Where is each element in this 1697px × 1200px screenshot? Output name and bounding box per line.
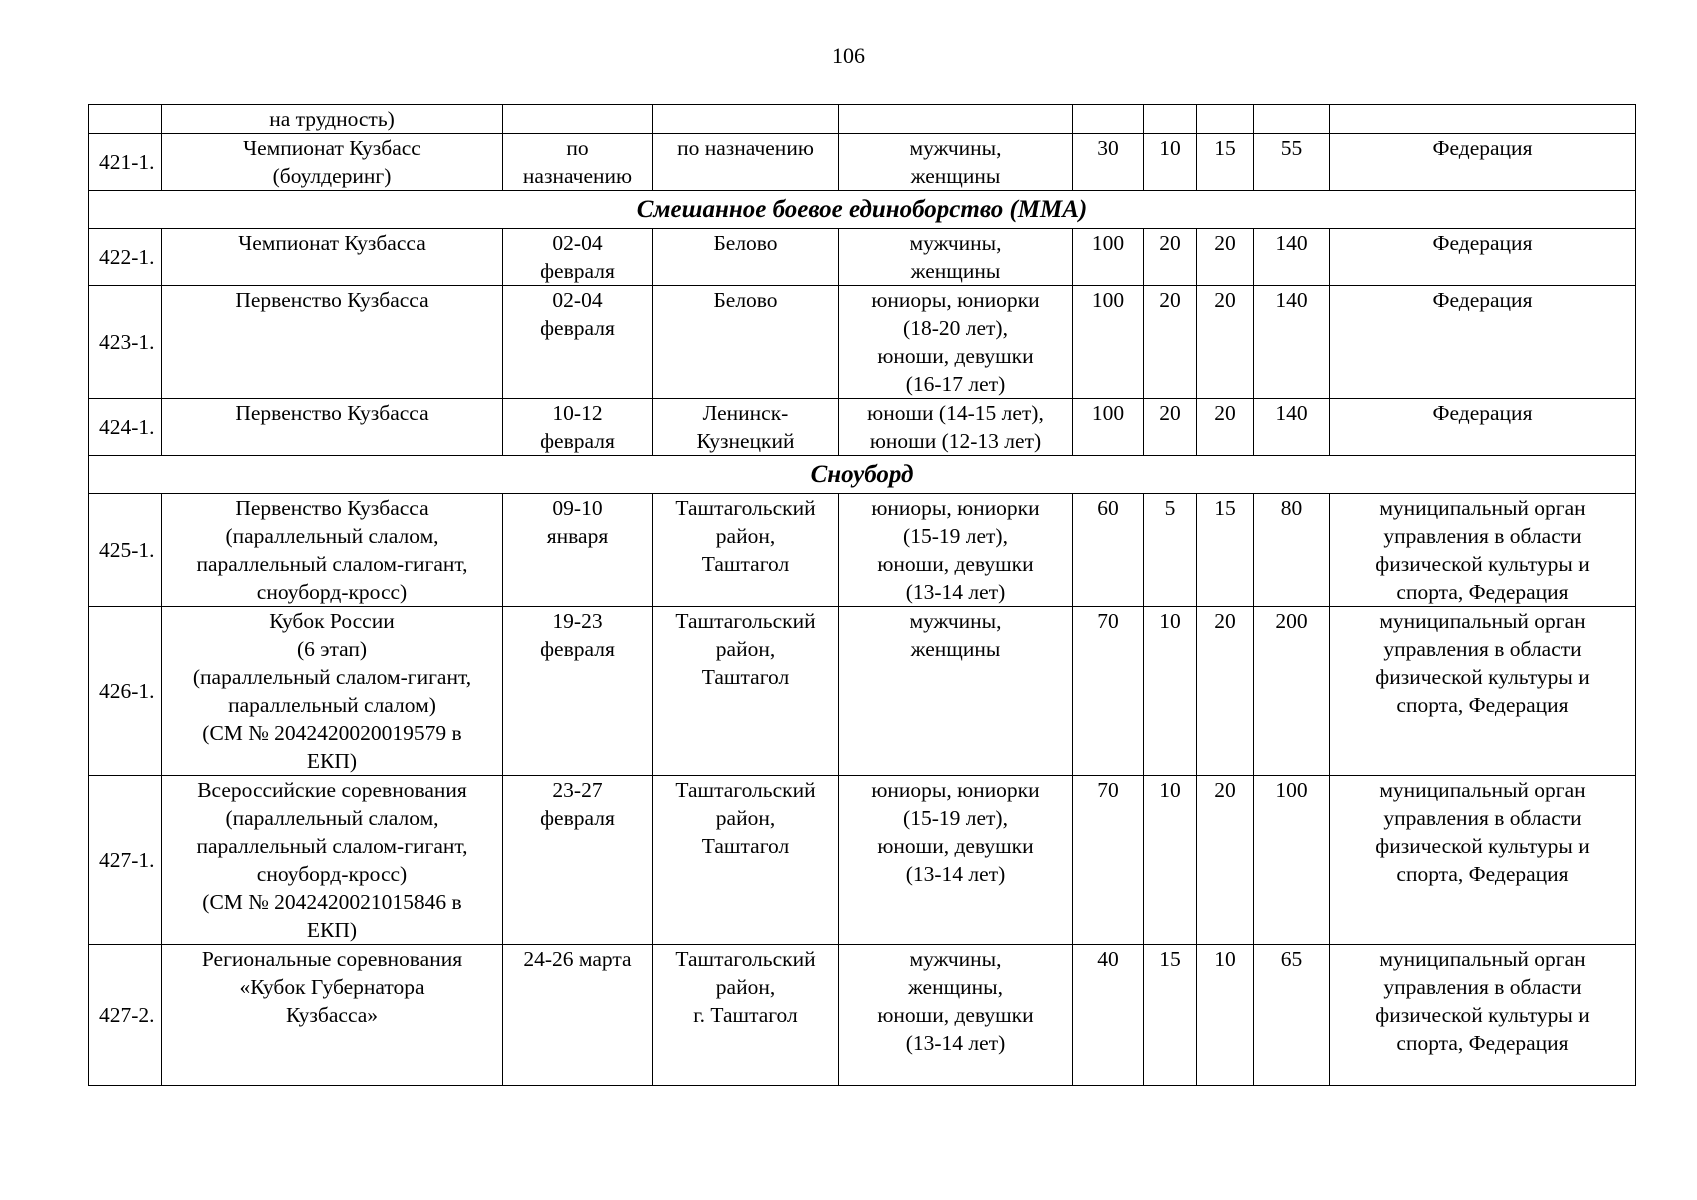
event-dates: 23-27 февраля bbox=[503, 776, 653, 945]
event-name: Чемпионат Кузбасса bbox=[162, 229, 503, 286]
event-total: 140 bbox=[1254, 399, 1330, 456]
event-participants: юниоры, юниорки (18-20 лет), юноши, девушки (16-17 лет) bbox=[839, 286, 1073, 399]
section-title: Смешанное боевое единоборство (ММА) bbox=[89, 191, 1636, 229]
event-count-3: 15 bbox=[1197, 494, 1254, 607]
event-number bbox=[89, 105, 162, 134]
table-row bbox=[89, 105, 1636, 134]
event-count-2: 10 bbox=[1144, 776, 1197, 945]
event-organizer: муниципальный орган управления в области физической культуры и спорта, Федерация bbox=[1330, 776, 1636, 945]
event-participants: юниоры, юниорки (15-19 лет), юноши, девушки (13-14 лет) bbox=[839, 776, 1073, 945]
event-place: Таштагольский район, Таштагол bbox=[653, 494, 839, 607]
event-count-1 bbox=[1073, 105, 1144, 134]
event-count-2: 20 bbox=[1144, 399, 1197, 456]
table-row bbox=[89, 229, 1636, 286]
section-title: Сноуборд bbox=[89, 456, 1636, 494]
event-dates: 02-04 февраля bbox=[503, 229, 653, 286]
event-count-2: 20 bbox=[1144, 286, 1197, 399]
event-place: по назначению bbox=[653, 134, 839, 191]
event-count-3: 20 bbox=[1197, 229, 1254, 286]
event-count-2 bbox=[1144, 105, 1197, 134]
event-organizer: муниципальный орган управления в области физической культуры и спорта, Федерация bbox=[1330, 607, 1636, 776]
event-participants: мужчины, женщины bbox=[839, 607, 1073, 776]
event-place: Ленинск- Кузнецкий bbox=[653, 399, 839, 456]
event-number: 423-1. bbox=[89, 286, 162, 399]
event-dates bbox=[503, 105, 653, 134]
event-organizer: Федерация bbox=[1330, 286, 1636, 399]
event-dates: 19-23 февраля bbox=[503, 607, 653, 776]
event-count-1: 60 bbox=[1073, 494, 1144, 607]
events-table bbox=[88, 104, 1636, 1086]
section-row bbox=[89, 191, 1636, 229]
event-total: 65 bbox=[1254, 945, 1330, 1086]
event-count-1: 40 bbox=[1073, 945, 1144, 1086]
event-number: 426-1. bbox=[89, 607, 162, 776]
event-count-2: 15 bbox=[1144, 945, 1197, 1086]
event-total: 55 bbox=[1254, 134, 1330, 191]
event-number: 424-1. bbox=[89, 399, 162, 456]
event-place: Таштагольский район, Таштагол bbox=[653, 776, 839, 945]
event-count-3: 20 bbox=[1197, 776, 1254, 945]
event-count-3: 15 bbox=[1197, 134, 1254, 191]
table-row bbox=[89, 134, 1636, 191]
event-place: Таштагольский район, Таштагол bbox=[653, 607, 839, 776]
event-name: Кубок России (6 этап) (параллельный слалом-гигант, параллельный слалом) (СМ № 2042420020019579 в ЕКП) bbox=[162, 607, 503, 776]
event-count-3 bbox=[1197, 105, 1254, 134]
event-total: 140 bbox=[1254, 229, 1330, 286]
event-place: Белово bbox=[653, 229, 839, 286]
event-place: Таштагольский район, г. Таштагол bbox=[653, 945, 839, 1086]
event-name: на трудность) bbox=[162, 105, 503, 134]
event-count-1: 30 bbox=[1073, 134, 1144, 191]
event-participants: мужчины, женщины bbox=[839, 229, 1073, 286]
section-row bbox=[89, 456, 1636, 494]
event-dates: 10-12 февраля bbox=[503, 399, 653, 456]
event-dates: 24-26 марта bbox=[503, 945, 653, 1086]
event-name: Всероссийские соревнования (параллельный слалом, параллельный слалом-гигант, сноуборд-кросс) (СМ № 2042420021015846 в ЕКП) bbox=[162, 776, 503, 945]
event-organizer: Федерация bbox=[1330, 399, 1636, 456]
event-total bbox=[1254, 105, 1330, 134]
event-count-1: 100 bbox=[1073, 399, 1144, 456]
table-row bbox=[89, 399, 1636, 456]
table-row bbox=[89, 607, 1636, 776]
event-organizer: муниципальный орган управления в области физической культуры и спорта, Федерация bbox=[1330, 945, 1636, 1086]
event-total: 100 bbox=[1254, 776, 1330, 945]
event-dates: 09-10 января bbox=[503, 494, 653, 607]
event-organizer: Федерация bbox=[1330, 134, 1636, 191]
event-count-2: 20 bbox=[1144, 229, 1197, 286]
event-name: Первенство Кузбасса bbox=[162, 286, 503, 399]
event-participants: мужчины, женщины, юноши, девушки (13-14 лет) bbox=[839, 945, 1073, 1086]
page-number: 106 bbox=[832, 43, 865, 68]
table-row bbox=[89, 776, 1636, 945]
event-organizer: Федерация bbox=[1330, 229, 1636, 286]
event-participants: мужчины, женщины bbox=[839, 134, 1073, 191]
event-count-3: 20 bbox=[1197, 399, 1254, 456]
event-count-1: 70 bbox=[1073, 607, 1144, 776]
event-name: Первенство Кузбасса bbox=[162, 399, 503, 456]
table-row bbox=[89, 286, 1636, 399]
event-organizer bbox=[1330, 105, 1636, 134]
event-count-3: 20 bbox=[1197, 607, 1254, 776]
event-dates: 02-04 февраля bbox=[503, 286, 653, 399]
event-count-2: 10 bbox=[1144, 607, 1197, 776]
event-count-1: 100 bbox=[1073, 229, 1144, 286]
event-total: 140 bbox=[1254, 286, 1330, 399]
event-count-1: 70 bbox=[1073, 776, 1144, 945]
event-place bbox=[653, 105, 839, 134]
table-row bbox=[89, 494, 1636, 607]
event-count-2: 5 bbox=[1144, 494, 1197, 607]
event-total: 80 bbox=[1254, 494, 1330, 607]
event-name: Чемпионат Кузбасс (боулдеринг) bbox=[162, 134, 503, 191]
event-total: 200 bbox=[1254, 607, 1330, 776]
event-count-1: 100 bbox=[1073, 286, 1144, 399]
event-count-3: 10 bbox=[1197, 945, 1254, 1086]
table-row bbox=[89, 945, 1636, 1086]
event-number: 427-1. bbox=[89, 776, 162, 945]
event-name: Первенство Кузбасса (параллельный слалом, параллельный слалом-гигант, сноуборд-кросс) bbox=[162, 494, 503, 607]
event-number: 421-1. bbox=[89, 134, 162, 191]
event-organizer: муниципальный орган управления в области физической культуры и спорта, Федерация bbox=[1330, 494, 1636, 607]
event-number: 422-1. bbox=[89, 229, 162, 286]
event-count-3: 20 bbox=[1197, 286, 1254, 399]
event-participants: юноши (14-15 лет), юноши (12-13 лет) bbox=[839, 399, 1073, 456]
event-number: 427-2. bbox=[89, 945, 162, 1086]
event-count-2: 10 bbox=[1144, 134, 1197, 191]
event-number: 425-1. bbox=[89, 494, 162, 607]
event-dates: по назначению bbox=[503, 134, 653, 191]
event-participants: юниоры, юниорки (15-19 лет), юноши, девушки (13-14 лет) bbox=[839, 494, 1073, 607]
event-place: Белово bbox=[653, 286, 839, 399]
event-participants bbox=[839, 105, 1073, 134]
event-name: Региональные соревнования «Кубок Губернатора Кузбасса» bbox=[162, 945, 503, 1086]
